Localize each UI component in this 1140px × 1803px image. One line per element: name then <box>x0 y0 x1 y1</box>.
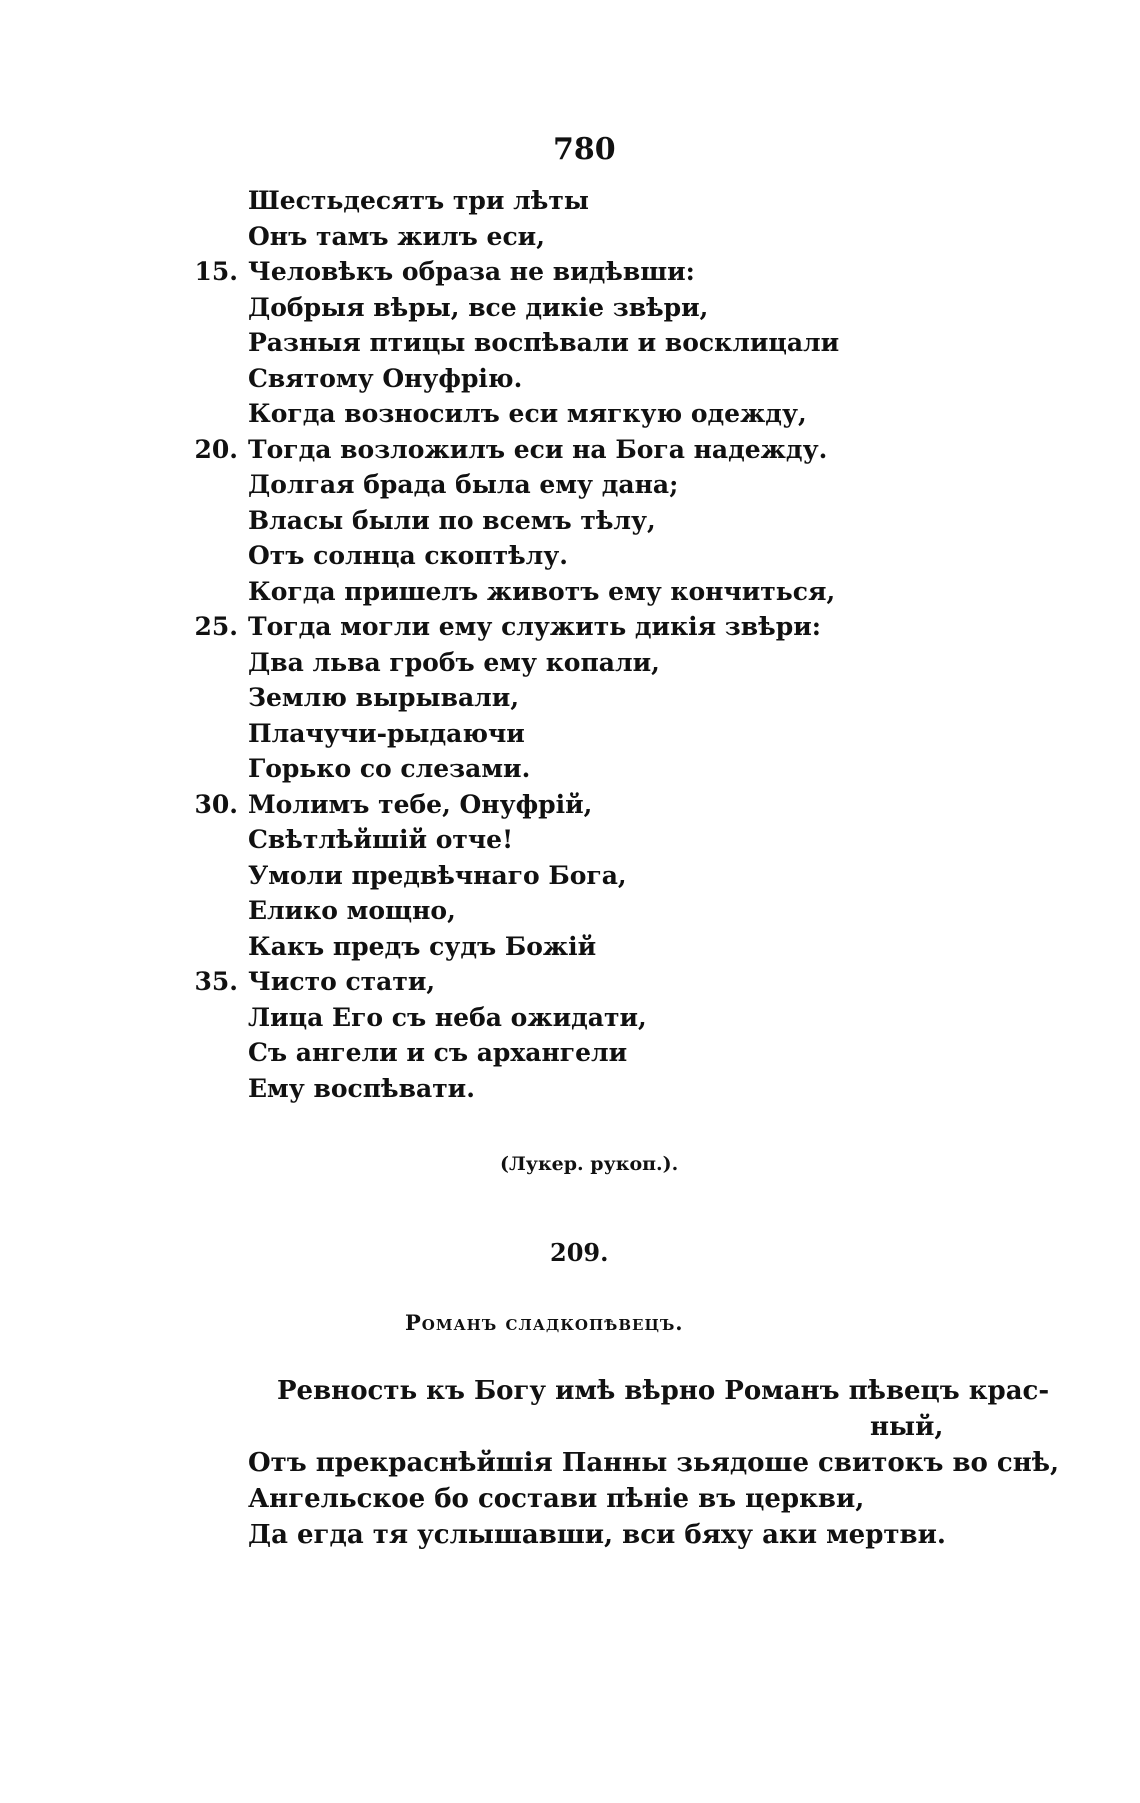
poem-line: Человѣкъ образа не видѣвши: <box>248 257 695 286</box>
poem-line: Умоли предвѣчнаго Бога, <box>248 861 627 890</box>
line-number: 20. <box>194 435 238 464</box>
poem-line: Отъ солнца скоптѣлу. <box>248 541 568 570</box>
poem-line: Ангельское бо состави пѣніе въ церкви, <box>248 1484 865 1514</box>
poem-title: Романъ сладкопѣвецъ. <box>405 1310 684 1335</box>
poem-line: Свѣтлѣйшій отче! <box>248 825 514 854</box>
poem-line: Два льва гробъ ему копали, <box>248 648 660 677</box>
poem-line: Онъ тамъ жилъ еси, <box>248 222 545 251</box>
poem-line: Елико мощно, <box>248 896 456 925</box>
poem-line: Какъ предъ судъ Божій <box>248 932 597 961</box>
poem-line: Горько со слезами. <box>248 754 531 783</box>
poem-line: Шестьдесятъ три лѣты <box>248 186 589 215</box>
line-number: 15. <box>194 257 238 286</box>
poem-line: Землю вырывали, <box>248 683 520 712</box>
poem-line: Когда возносилъ еси мягкую одежду, <box>248 399 807 428</box>
poem-line: Тогда могли ему служить дикія звѣри: <box>248 612 821 641</box>
poem-line: Да егда тя услышавши, вси бяху аки мертви. <box>248 1520 946 1550</box>
poem-line: Разныя птицы воспѣвали и восклицали <box>248 328 840 357</box>
line-number: 30. <box>194 790 238 819</box>
line-number: 35. <box>194 967 238 996</box>
poem-line: Молимъ тебе, Онуфрій, <box>248 790 593 819</box>
page-number: 780 <box>553 132 616 167</box>
poem-line: Отъ прекраснѣйшія Панны зьядоше свитокъ во снѣ, <box>248 1448 1060 1478</box>
poem-number: 209. <box>550 1238 609 1267</box>
poem-line: Ревность къ Богу имѣ вѣрно Романъ пѣвецъ крас- <box>277 1376 1050 1406</box>
line-number: 25. <box>194 612 238 641</box>
poem-line: Чисто стати, <box>248 967 436 996</box>
poem-line: Святому Онуфрію. <box>248 364 523 393</box>
poem-line: Лица Его съ неба ожидати, <box>248 1003 647 1032</box>
poem-line: Когда пришелъ животъ ему кончиться, <box>248 577 836 606</box>
poem-line: Власы были по всемъ тѣлу, <box>248 506 656 535</box>
poem-line: Добрыя вѣры, все дикіе звѣри, <box>248 293 709 322</box>
poem-line-continuation: ный, <box>870 1412 944 1442</box>
poem-line: Долгая брада была ему дана; <box>248 470 679 499</box>
poem-line: Тогда возложилъ еси на Бога надежду. <box>248 435 828 464</box>
poem-line: Плачучи-рыдаючи <box>248 719 525 748</box>
poem-line: Ему воспѣвати. <box>248 1074 475 1103</box>
poem-line: Съ ангели и съ архангели <box>248 1038 628 1067</box>
source-note: (Лукер. рукоп.). <box>500 1153 679 1175</box>
